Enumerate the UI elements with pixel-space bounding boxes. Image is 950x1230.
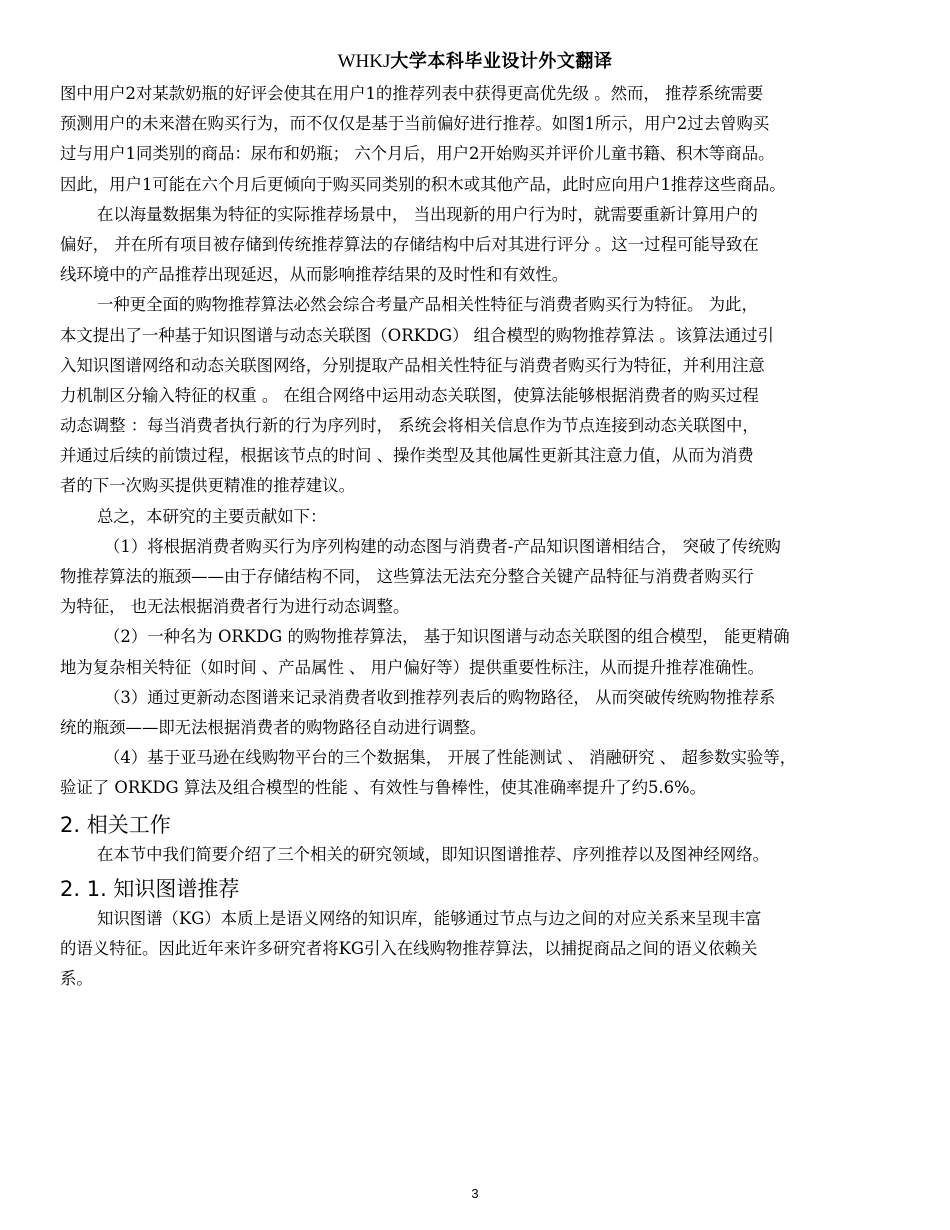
page-number: 3 bbox=[471, 1186, 479, 1201]
text-line: 在本节中我们简要介绍了三个相关的研究领域，即知识图谱推荐、序列推荐以及图神经网络。 bbox=[97, 844, 770, 864]
section-heading: 2. 相关工作 bbox=[60, 812, 171, 837]
document-body bbox=[60, 79, 880, 994]
text-line: 并通过后续的前馈过程，根据该节点的时间 、操作类型及其他属性更新其注意力值，从而为消费 bbox=[60, 446, 754, 466]
contribution-item bbox=[60, 743, 880, 803]
running-header bbox=[0, 50, 950, 74]
paragraph bbox=[60, 200, 880, 291]
text-line: 图中用户2对某款奶瓶的好评会使其在用户1的推荐列表中获得更高优先级 。然而， 推荐系统需要 bbox=[60, 84, 764, 103]
text-line: 本文提出了一种基于知识图谱与动态关联图（ORKDG） 组合模型的购物推荐算法 。该算法通过引 bbox=[60, 325, 774, 345]
contribution-item bbox=[60, 683, 880, 743]
text-line: 者的下一次购买提供更精准的推荐建议。 bbox=[60, 476, 356, 496]
header-latin: WHKJ bbox=[337, 51, 391, 72]
text-line: 偏好， 并在所有项目被存储到传统推荐算法的存储结构中后对其进行评分 。这一过程可能导致在 bbox=[60, 234, 759, 254]
paragraph bbox=[60, 502, 880, 532]
text-line: 因此，用户1可能在六个月后更倾向于购买同类别的积木或其他产品，此时应向用户1推荐这些商品。 bbox=[60, 174, 786, 194]
contribution-item bbox=[60, 532, 880, 623]
text-line: 为特征， 也无法根据消费者行为进行动态调整。 bbox=[60, 597, 410, 617]
header-title: 大学本科毕业设计外文翻译 bbox=[390, 51, 613, 72]
text-line: 过与用户1同类别的商品：尿布和奶瓶； 六个月后，用户2开始购买并评价儿童书籍、积木等商品。 bbox=[60, 144, 775, 164]
text-line: 入知识图谱网络和动态关联图网络，分别提取产品相关性特征与消费者购买行为特征，并利用注意 bbox=[60, 355, 765, 375]
paragraph bbox=[60, 290, 880, 501]
text-line: 系。 bbox=[60, 969, 93, 989]
text-line: 一种更全面的购物推荐算法必然会综合考量产品相关性特征与消费者购买行为特征。 为此， bbox=[97, 295, 758, 315]
text-line: 力机制区分输入特征的权重 。 在组合网络中运用动态关联图，使算法能够根据消费者的购买过程 bbox=[60, 385, 759, 405]
text-line: 统的瓶颈——即无法根据消费者的购物路径自动进行调整。 bbox=[60, 717, 487, 737]
paragraph bbox=[60, 840, 880, 870]
text-line: （4）基于亚马逊在线购物平台的三个数据集， 开展了性能测试 、 消融研究 、 超参数实验等， bbox=[104, 748, 797, 768]
text-line: 验证了 ORKDG 算法及组合模型的性能 、有效性与鲁棒性，使其准确率提升了约5.6%。 bbox=[60, 778, 707, 798]
text-line: （3）通过更新动态图谱来记录消费者收到推荐列表后的购物路径， 从而突破传统购物推荐系 bbox=[104, 687, 776, 707]
subsection-heading: 2. 1. 知识图谱推荐 bbox=[60, 876, 240, 901]
text-line: 地为复杂相关特征（如时间 、产品属性 、 用户偏好等）提供重要性标注，从而提升推荐准确性。 bbox=[60, 657, 765, 677]
text-line: 预测用户的未来潜在购买行为，而不仅仅是基于当前偏好进行推荐。如图1所示，用户2过去曾购买 bbox=[60, 114, 770, 134]
text-line: 总之，本研究的主要贡献如下： bbox=[97, 506, 327, 526]
text-line: 物推荐算法的瓶颈——由于存储结构不同， 这些算法无法充分整合关键产品特征与消费者购买行 bbox=[60, 567, 754, 586]
text-line: （2）一种名为 ORKDG 的购物推荐算法， 基于知识图谱与动态关联图的组合模型， 能更精确 bbox=[104, 627, 790, 647]
text-line: 线环境中的产品推荐出现延迟，从而影响推荐结果的及时性和有效性。 bbox=[60, 265, 569, 285]
text-line: 动态调整 ：每当消费者执行新的行为序列时， 系统会将相关信息作为节点连接到动态关联图中， bbox=[60, 416, 759, 436]
text-line: 知识图谱（KG）本质上是语义网络的知识库，能够通过节点与边之间的对应关系来呈现丰富 bbox=[97, 908, 762, 928]
paragraph bbox=[60, 79, 880, 200]
text-line: 的语义特征。因此近年来许多研究者将KG引入在线购物推荐算法，以捕捉商品之间的语义依赖关 bbox=[60, 938, 758, 958]
paragraph bbox=[60, 904, 880, 995]
text-line: 在以海量数据集为特征的实际推荐场景中， 当出现新的用户行为时，就需要重新计算用户的 bbox=[97, 204, 758, 224]
contribution-item bbox=[60, 622, 880, 682]
text-line: （1）将根据消费者购买行为序列构建的动态图与消费者-产品知识图谱相结合， 突破了传统购 bbox=[104, 536, 781, 556]
